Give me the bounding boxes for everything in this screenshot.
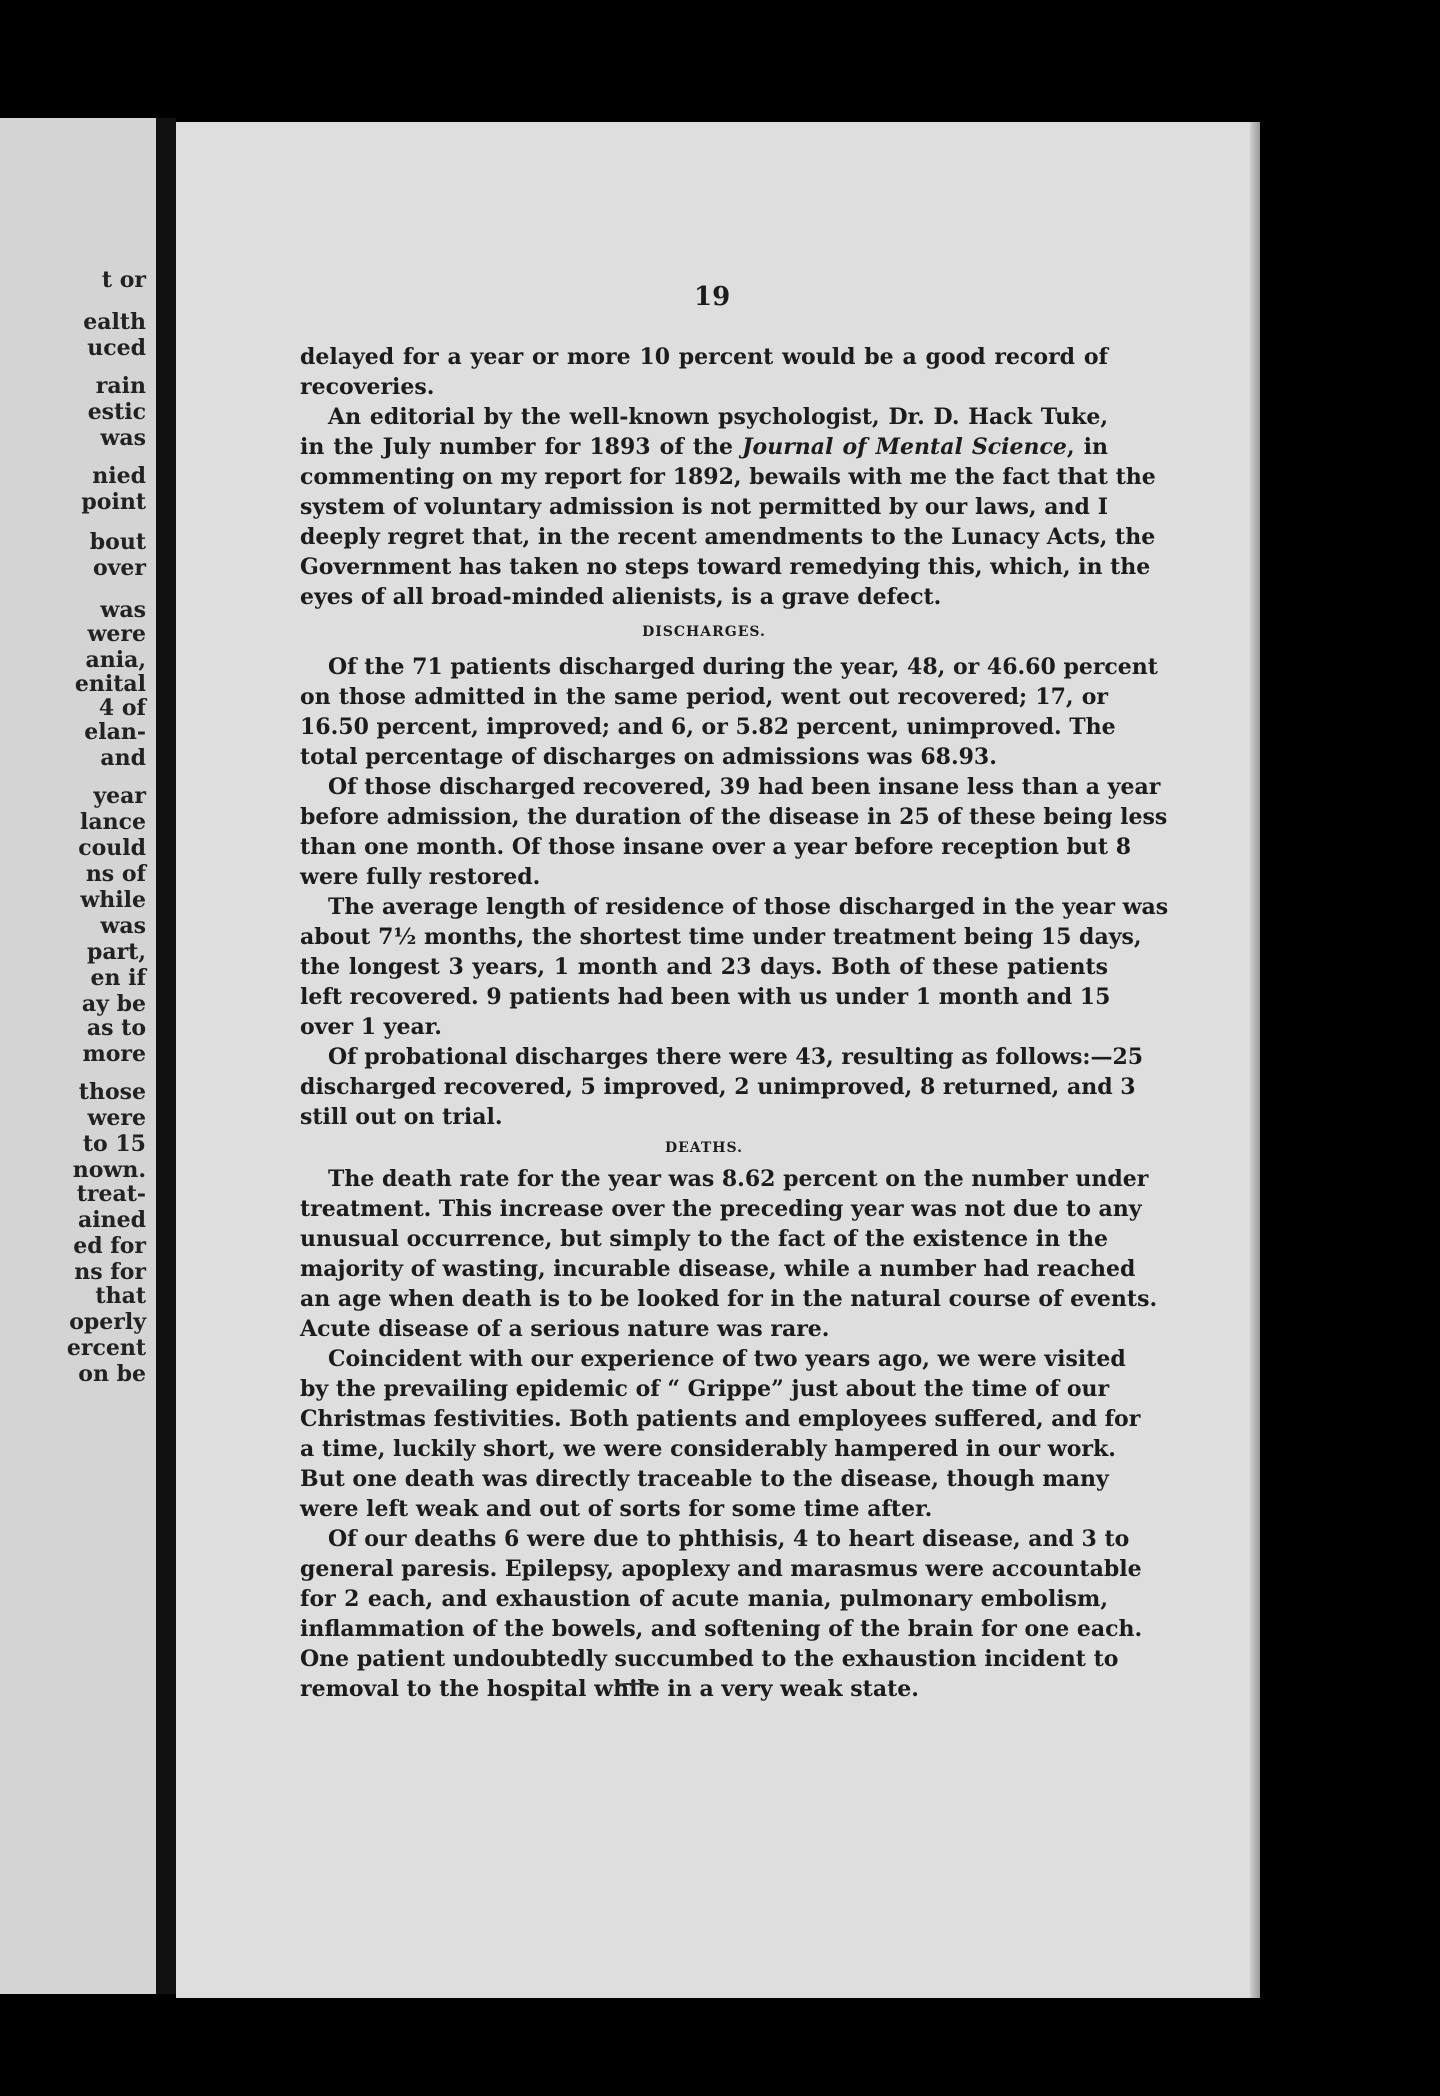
facing-page-text-fragment: that <box>95 1283 146 1309</box>
facing-page-text-fragment: estic <box>87 399 146 425</box>
page-body <box>300 342 1169 1704</box>
text-line: still out on trial. <box>300 1104 503 1130</box>
text-line: removal to the hospital while in a very weak state. <box>300 1676 919 1702</box>
facing-page-text-fragment: could <box>78 835 146 861</box>
facing-page-text-fragment: en if <box>90 965 146 991</box>
journal-title: Journal of Mental Science <box>742 434 1067 460</box>
text-line: Christmas festivities. Both patients and employees suffered, and for <box>300 1406 1141 1432</box>
facing-page-text-fragment: and <box>100 745 146 771</box>
text-fragment: in the July number for 1893 of the <box>300 434 743 460</box>
facing-page-text-fragment: on be <box>78 1361 146 1387</box>
facing-page-text-fragment: over <box>92 555 146 581</box>
text-line: discharged recovered, 5 improved, 2 unimproved, 8 returned, and 3 <box>300 1074 1136 1100</box>
facing-page-text-fragment: year <box>93 783 146 809</box>
facing-page-text-fragment: ania, <box>85 647 146 673</box>
discharges-section <box>300 652 1169 1132</box>
facing-page-text-fragment: was <box>100 597 146 623</box>
facing-page-text-fragment: while <box>80 887 146 913</box>
text-line: recoveries. <box>300 374 435 400</box>
text-line: left recovered. 9 patients had been with us under 1 month and 15 <box>300 984 1111 1010</box>
document-page <box>176 122 1260 1998</box>
deaths-section <box>300 1164 1158 1704</box>
facing-page-text-fragment: those <box>78 1079 146 1105</box>
text-line: Of our deaths 6 were due to phthisis, 4 to heart disease, and 3 to <box>328 1526 1130 1552</box>
text-line: the longest 3 years, 1 month and 23 days. Both of these patients <box>300 954 1108 980</box>
text-line: delayed for a year or more 10 percent would be a good record of <box>300 344 1108 370</box>
text-line: But one death was directly traceable to the disease, though many <box>300 1466 1109 1492</box>
facing-page-text-fragment: to 15 <box>82 1131 146 1157</box>
facing-page-text-fragment: operly <box>69 1309 146 1335</box>
facing-page-text-fragment: treat- <box>76 1181 146 1207</box>
text-line: One patient undoubtedly succumbed to the exhaustion incident to <box>300 1646 1119 1672</box>
text-line: Acute disease of a serious nature was rare. <box>300 1316 830 1342</box>
facing-page-text-fragment: nied <box>92 463 146 489</box>
text-line: were fully restored. <box>300 864 541 890</box>
text-line: The death rate for the year was 8.62 percent on the number under <box>328 1166 1149 1192</box>
text-line: unusual occurrence, but simply to the fact of the existence in the <box>300 1226 1108 1252</box>
section-heading-discharges: DISCHARGES. <box>642 624 766 640</box>
facing-page-text-fragment: were <box>87 621 146 647</box>
text-line: system of voluntary admission is not permitted by our laws, and I <box>300 494 1108 520</box>
facing-page-text-fragment: lance <box>80 809 146 835</box>
text-line: than one month. Of those insane over a year before reception but 8 <box>300 834 1132 860</box>
facing-page-text-fragment: ercent <box>66 1335 146 1361</box>
facing-page-text-fragment: elan- <box>84 719 146 745</box>
facing-page-text-fragment: nown. <box>72 1157 146 1183</box>
text-line: treatment. This increase over the preceding year was not due to any <box>300 1196 1142 1222</box>
facing-page-text-fragment: uced <box>87 335 146 361</box>
text-line: majority of wasting, incurable disease, while a number had reached <box>300 1256 1136 1282</box>
text-line: an age when death is to be looked for in the natural course of events. <box>300 1286 1158 1312</box>
text-line: were left weak and out of sorts for some time after. <box>300 1496 933 1522</box>
facing-page-text-fragment: was <box>100 913 146 939</box>
text-line: eyes of all broad-minded alienists, is a grave defect. <box>300 584 942 610</box>
ink-mark <box>616 1682 656 1688</box>
facing-page-text-fragment: enital <box>74 671 146 697</box>
page-number: 19 <box>694 282 731 312</box>
text-line: about 7½ months, the shortest time under treatment being 15 days, <box>300 924 1142 950</box>
facing-page-text-fragment: ns of <box>85 861 146 887</box>
facing-page-text-fragment: were <box>87 1105 146 1131</box>
facing-page-fragment <box>0 118 156 1994</box>
facing-page-text-fragment: ained <box>78 1207 146 1233</box>
text-line <box>300 432 1108 462</box>
text-line: Coincident with our experience of two years ago, we were visited <box>328 1346 1126 1372</box>
text-line: on those admitted in the same period, went out recovered; 17, or <box>300 684 1108 710</box>
text-fragment: , in <box>1066 434 1108 460</box>
section-heading-deaths: DEATHS. <box>664 1140 744 1156</box>
text-line: Of those discharged recovered, 39 had been insane less than a year <box>328 774 1161 800</box>
text-line: before admission, the duration of the disease in 25 of these being less <box>300 804 1168 830</box>
facing-page-text-fragment: as to <box>86 1015 146 1041</box>
text-line: inflammation of the bowels, and softening of the brain for one each. <box>300 1616 1143 1642</box>
facing-page-text-fragment: ns for <box>74 1259 146 1285</box>
facing-page-text-fragment: t or <box>101 267 146 293</box>
text-line: The average length of residence of those discharged in the year was <box>328 894 1169 920</box>
facing-page-text-fragment: 4 of <box>98 695 146 721</box>
text-line: for 2 each, and exhaustion of acute mania, pulmonary embolism, <box>300 1586 1108 1612</box>
text-line: general paresis. Epilepsy, apoplexy and marasmus were accountable <box>300 1556 1142 1582</box>
facing-page-text-fragment: point <box>81 489 146 515</box>
text-line: commenting on my report for 1892, bewails with me the fact that the <box>300 464 1156 490</box>
facing-page-text-fragment: more <box>82 1041 146 1067</box>
facing-page-text-fragment: was <box>100 425 146 451</box>
facing-page-text-fragment: bout <box>89 529 146 555</box>
text-line: 16.50 percent, improved; and 6, or 5.82 percent, unimproved. The <box>300 714 1116 740</box>
text-line: total percentage of discharges on admissions was 68.93. <box>300 744 997 770</box>
text-line: a time, luckily short, we were considerably hampered in our work. <box>300 1436 1116 1462</box>
facing-page-text-fragment: rain <box>95 373 146 399</box>
text-line: by the prevailing epidemic of “ Grippe” just about the time of our <box>300 1376 1110 1402</box>
text-line: deeply regret that, in the recent amendments to the Lunacy Acts, the <box>300 524 1156 550</box>
facing-page-text-fragment: ed for <box>73 1233 146 1259</box>
text-line: Of probational discharges there were 43, resulting as follows:—25 <box>328 1044 1144 1070</box>
book-gutter <box>156 118 176 1994</box>
facing-page-text-fragment: ay be <box>81 991 146 1017</box>
facing-page-text-fragment: ealth <box>83 309 146 335</box>
text-line: Of the 71 patients discharged during the year, 48, or 46.60 percent <box>328 654 1158 680</box>
facing-page-text-fragment: part, <box>86 939 146 965</box>
text-line: over 1 year. <box>300 1014 442 1040</box>
text-line: Government has taken no steps toward remedying this, which, in the <box>300 554 1151 580</box>
text-line: An editorial by the well-known psychologist, Dr. D. Hack Tuke, <box>328 404 1108 430</box>
